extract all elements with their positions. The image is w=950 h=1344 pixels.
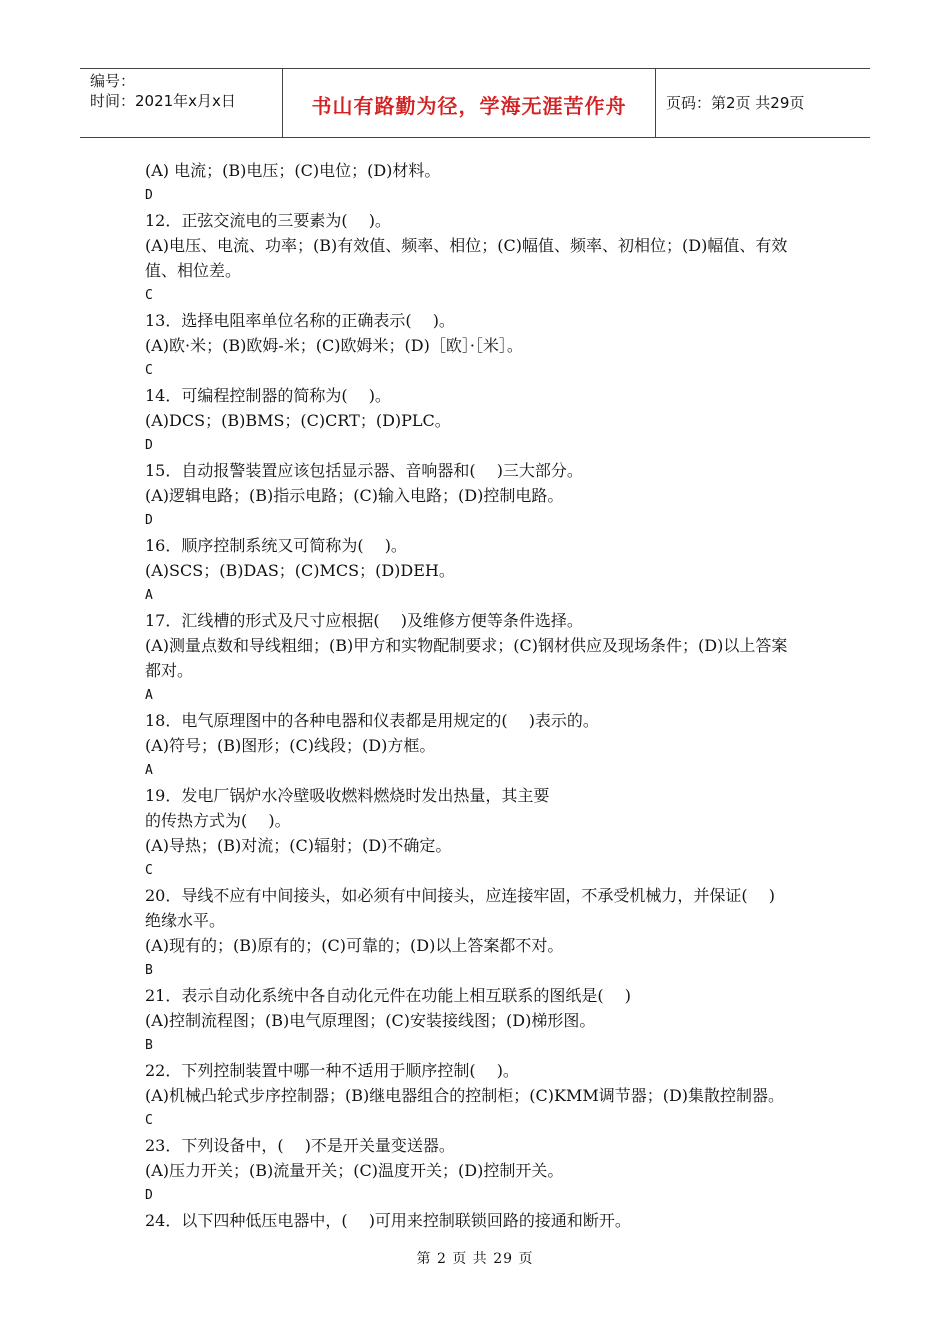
options-line: 值、相位差。 bbox=[145, 261, 242, 280]
question-line: 绝缘水平。 bbox=[145, 911, 226, 930]
options-line: (A)机械凸轮式步序控制器；(B)继电器组合的控制柜；(C)KMM调节器；(D)集散控制器。 bbox=[145, 1086, 785, 1105]
options-line: 都对。 bbox=[145, 661, 194, 680]
options-line: (A)导热；(B)对流；(C)辐射；(D)不确定。 bbox=[145, 836, 452, 855]
answer-line: A bbox=[145, 588, 153, 603]
answer-line: B bbox=[145, 1038, 153, 1053]
options-line: (A)逻辑电路；(B)指示电路；(C)输入电路；(D)控制电路。 bbox=[145, 486, 564, 505]
question-line: 12．正弦交流电的三要素为( )。 bbox=[145, 211, 391, 230]
question-line: 16．顺序控制系统又可简称为( )。 bbox=[145, 536, 407, 555]
options-line: (A)现有的；(B)原有的；(C)可靠的；(D)以上答案都不对。 bbox=[145, 936, 564, 955]
answer-line: D bbox=[145, 513, 153, 528]
answer-line: C bbox=[145, 288, 153, 303]
header-page-cell bbox=[656, 69, 870, 137]
question-line: 15．自动报警装置应该包括显示器、音响器和( )三大部分。 bbox=[145, 461, 583, 480]
question-line: 17．汇线槽的形式及尺寸应根据( )及维修方便等条件选择。 bbox=[145, 611, 583, 630]
page-header bbox=[80, 68, 870, 138]
answer-line: D bbox=[145, 188, 153, 203]
options-line: (A)电压、电流、功率；(B)有效值、频率、相位；(C)幅值、频率、初相位；(D)幅值、有效 bbox=[145, 236, 788, 255]
question-line: 23．下列设备中，( )不是开关量变送器。 bbox=[145, 1136, 455, 1155]
options-line: (A)压力开关；(B)流量开关；(C)温度开关；(D)控制开关。 bbox=[145, 1161, 564, 1180]
answer-line: C bbox=[145, 1113, 153, 1128]
question-line: 21．表示自动化系统中各自动化元件在功能上相互联系的图纸是( ) bbox=[145, 986, 631, 1005]
options-line: (A) 电流；(B)电压；(C)电位；(D)材料。 bbox=[145, 161, 441, 180]
header-meta-cell bbox=[80, 69, 283, 137]
options-line: (A)测量点数和导线粗细；(B)甲方和实物配制要求；(C)钢材供应及现场条件；(D)以上答案 bbox=[145, 636, 788, 655]
options-line: (A)符号；(B)图形；(C)线段；(D)方框。 bbox=[145, 736, 436, 755]
answer-line: D bbox=[145, 438, 153, 453]
header-page-info: 页码：第2页 共29页 bbox=[666, 94, 805, 112]
document-date-label: 时间：2021年x月x日 bbox=[90, 92, 236, 110]
answer-line: C bbox=[145, 863, 153, 878]
document-code-label: 编号： bbox=[90, 72, 136, 90]
answer-line: A bbox=[145, 763, 153, 778]
question-line: 22．下列控制装置中哪一种不适用于顺序控制( )。 bbox=[145, 1061, 519, 1080]
question-line: 24．以下四种低压电器中，( )可用来控制联锁回路的接通和断开。 bbox=[145, 1211, 631, 1230]
question-line: 13．选择电阻率单位名称的正确表示( )。 bbox=[145, 311, 455, 330]
header-motto-cell bbox=[283, 69, 656, 137]
page-footer: 第 2 页 共 29 页 bbox=[416, 1251, 534, 1267]
options-line: (A)欧·米；(B)欧姆-米；(C)欧姆米；(D)［欧］·［米］。 bbox=[145, 336, 523, 355]
options-line: (A)SCS；(B)DAS；(C)MCS；(D)DEH。 bbox=[145, 561, 455, 580]
answer-line: B bbox=[145, 963, 153, 978]
answer-line: A bbox=[145, 688, 153, 703]
answer-line: D bbox=[145, 1188, 153, 1203]
question-line: 19．发电厂锅炉水冷壁吸收燃料燃烧时发出热量，其主要 bbox=[145, 786, 550, 805]
question-line: 20．导线不应有中间接头，如必须有中间接头，应连接牢固，不承受机械力，并保证( ) bbox=[145, 886, 775, 905]
question-line: 18．电气原理图中的各种电器和仪表都是用规定的( )表示的。 bbox=[145, 711, 599, 730]
question-content bbox=[145, 158, 815, 1233]
options-line: (A)控制流程图；(B)电气原理图；(C)安装接线图；(D)梯形图。 bbox=[145, 1011, 596, 1030]
answer-line: C bbox=[145, 363, 153, 378]
options-line: (A)DCS；(B)BMS；(C)CRT；(D)PLC。 bbox=[145, 411, 451, 430]
question-line: 14．可编程控制器的简称为( )。 bbox=[145, 386, 391, 405]
question-line: 的传热方式为( )。 bbox=[145, 811, 291, 830]
header-motto: 书山有路勤为径，学海无涯苦作舟 bbox=[311, 94, 627, 118]
